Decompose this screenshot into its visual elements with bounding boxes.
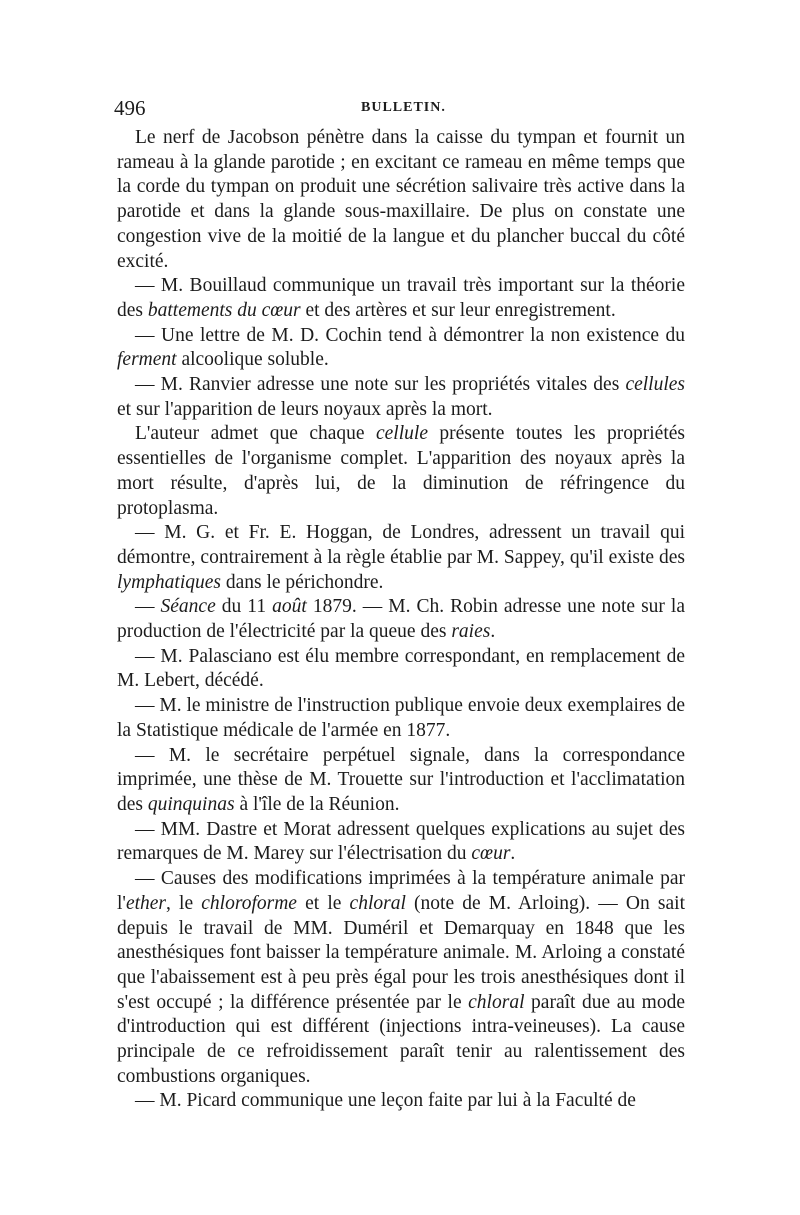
paragraph [117, 645, 685, 694]
text-segment: — M. Palasciano est élu membre correspondant, en remplacement de M. Lebert, décédé. [117, 645, 685, 692]
text-segment: (note de M. Arloing). — On sait depuis le travail de MM. Duméril et Demarquay en 1848 que les anesthésiques font baisser la température animale. M. Arloing a constaté que l'abaissement est à peu près égal pour les trois anesthésiques dont il s'est occupé ; la différence présentée par le [117, 892, 685, 1013]
italic-text: ether [125, 892, 167, 914]
text-segment: dans le périchondre. [220, 571, 384, 593]
paragraph [117, 324, 685, 373]
text-segment: — M. Bouillaud communique un travail très important sur la théorie des [117, 275, 685, 321]
text-segment: L'auteur admet que chaque [135, 423, 376, 445]
text-segment: — M. Picard communique une leçon faite par lui à la Faculté de [135, 1090, 636, 1112]
text-segment: et le [296, 892, 350, 914]
italic-text: chloral [468, 991, 525, 1013]
text-segment: , le [166, 892, 202, 914]
text-segment: — M. G. et Fr. E. Hoggan, de Londres, adressent un travail qui démontre, contrairement à la règle établie par M. Sappey, qu'il existe des [117, 522, 685, 568]
text-segment: 1879. — M. Ch. Robin adresse une note sur la production de l'électricité par la queue des [117, 596, 685, 643]
text-segment: — [135, 596, 161, 618]
paragraph [117, 422, 685, 521]
paragraph [117, 521, 685, 595]
text-segment: Le nerf de Jacobson pénètre dans la caisse du tympan et fournit un rameau à la glande parotide ; en excitant ce rameau en même temps que la corde du tympan on produit une sécrétion salivaire très active dans la parotide et dans la glande sous-maxillaire. De plus on constate une congestion vive de la moitié de la langue et du plancher buccal du côté excité. [117, 127, 685, 272]
italic-text: chloroforme [201, 892, 297, 914]
paragraph [117, 595, 685, 644]
paragraph [117, 126, 685, 274]
text-segment: — M. Ranvier adresse une note sur les propriétés vitales des [135, 374, 626, 396]
italic-text: lymphatiques [117, 571, 221, 593]
text-segment: — M. le ministre de l'instruction publique envoie deux exemplaires de la Statistique médicale de l'armée en 1877. [117, 695, 685, 741]
paragraph [117, 274, 685, 323]
text-segment: . [490, 621, 496, 643]
text-segment: du 11 [215, 596, 273, 618]
body-text [117, 126, 685, 1114]
text-segment: — Causes des modifications imprimées à la température animale par l' [117, 868, 685, 914]
italic-text: août [272, 596, 307, 618]
italic-text: quinquinas [147, 793, 235, 815]
italic-text: cœur [471, 843, 511, 865]
italic-text: cellules [625, 374, 685, 396]
paragraph [117, 744, 685, 818]
text-segment: et sur l'apparition de leurs noyaux après la mort. [117, 398, 493, 420]
running-head: BULLETIN. [361, 100, 446, 115]
text-segment: — Une lettre de M. D. Cochin tend à démontrer la non existence du [135, 324, 685, 346]
italic-text: chloral [349, 892, 406, 914]
text-segment: présente toutes les propriétés essentielles de l'organisme complet. L'apparition des noyaux après la mort résulte, d'après lui, de la diminution de réfringence du protoplasma. [117, 423, 685, 519]
italic-text: cellule [376, 423, 428, 445]
text-segment: alcoolique soluble. [176, 349, 329, 371]
text-segment: . [510, 843, 516, 865]
text-segment: paraît due au mode d'introduction qui est différent (injections intra-veineuses). La cause principale de ce refroidissement paraît tenir au ralentissement des combustions organiques. [117, 991, 685, 1087]
paragraph [117, 373, 685, 422]
italic-text: ferment [117, 349, 177, 371]
text-segment: et des artères et sur leur enregistrement. [300, 299, 616, 321]
text-segment: à l'île de la Réunion. [234, 793, 400, 815]
paragraph [117, 818, 685, 867]
document-page [114, 96, 685, 1114]
text-segment: — MM. Dastre et Morat adressent quelques explications au sujet des remarques de M. Marey sur l'électrisation du [117, 818, 685, 865]
text-segment: — M. le secrétaire perpétuel signale, dans la correspondance imprimée, une thèse de M. Trouette sur l'introduction et l'acclimatation des [117, 744, 685, 815]
page-header [114, 96, 685, 126]
italic-text: raies [451, 621, 491, 643]
paragraph [117, 867, 685, 1089]
paragraph [117, 1089, 685, 1114]
page-number: 496 [114, 96, 146, 120]
paragraph [117, 694, 685, 743]
italic-text: Séance [160, 596, 216, 618]
italic-text: battements du cœur [147, 299, 301, 321]
